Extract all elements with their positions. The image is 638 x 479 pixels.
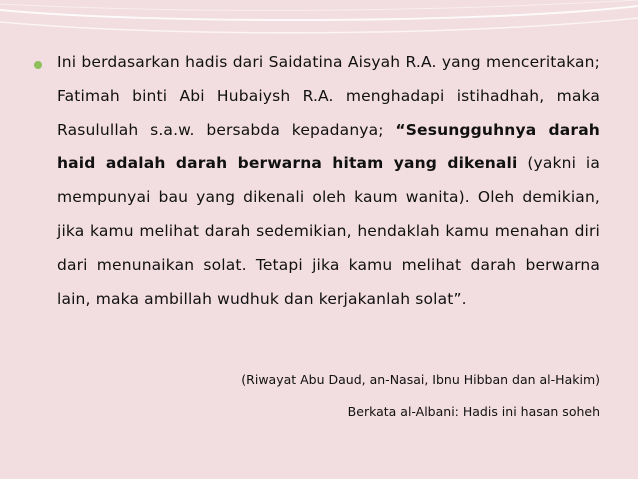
intro-text: Ini berdasarkan hadis dari Saidatina Aisyah R.A. yang menceritakan; Fatimah binti Abi Hubaiysh R.A. menghadapi istihadhah, maka Rasulullah s.a.w. bersabda kepadanya; bbox=[57, 53, 600, 139]
citation-grading: Berkata al-Albani: Hadis ini hasan soheh bbox=[347, 404, 600, 419]
quote-text: (yakni ia mempunyai bau yang dikenali oleh kaum wanita). Oleh demikian, jika kamu melihat darah sedemikian, hendaklah kamu menahan diri dari menunaikan solat. Tetapi jika kamu melihat darah berwarna lain, maka ambillah wudhuk dan kerjakanlah solat”. bbox=[57, 154, 601, 308]
quote-bold-text: “Sesungguhnya darah haid adalah darah berwarna hitam yang dikenali bbox=[57, 120, 600, 173]
bullet-icon bbox=[34, 61, 42, 69]
slide-body bbox=[34, 46, 600, 316]
decorative-top-frame bbox=[0, 0, 638, 52]
citation-narrators: (Riwayat Abu Daud, an-Nasai, Ibnu Hibban dan al-Hakim) bbox=[241, 372, 600, 387]
hadith-paragraph bbox=[57, 46, 600, 316]
